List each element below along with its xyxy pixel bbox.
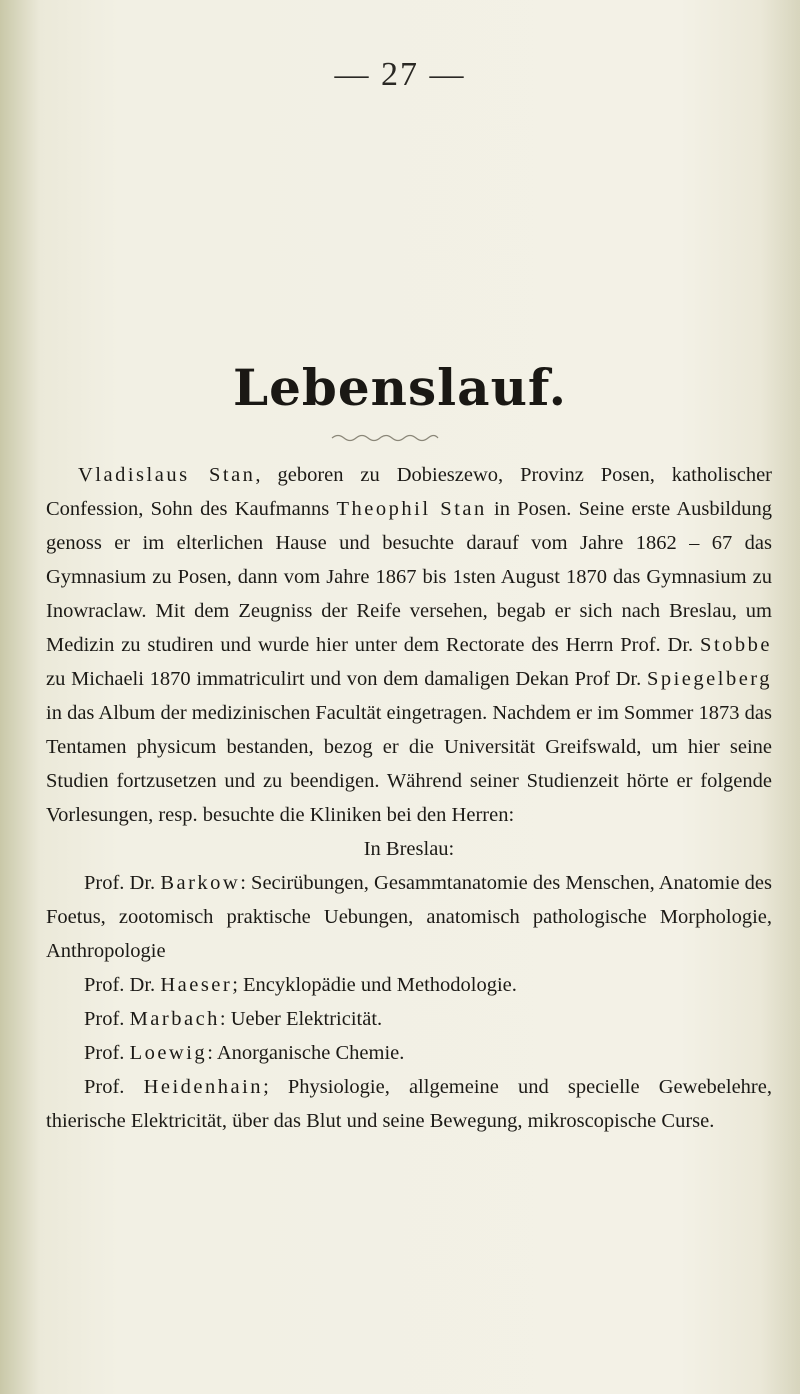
rector-name: Stobbe [700, 634, 772, 656]
lecture-text: : Secirübungen, Gesammtanatomie des Menschen, Anatomie des Foetus, zootomisch praktische Uebungen, anatomisch pathologische Morphologie, Anthropologie [46, 872, 772, 962]
ornament-divider-icon [330, 432, 440, 444]
lecture-prefix: Prof. Dr. [84, 974, 161, 996]
lecture-text: ; Encyklopädie und Methodologie. [232, 974, 517, 996]
lecturer-name: Barkow [160, 872, 241, 894]
lecture-entry [46, 1070, 772, 1138]
paragraph-text: zu Michaeli 1870 immatriculirt und von dem damaligen Dekan Prof Dr. [46, 668, 647, 690]
lecture-entry [46, 968, 772, 1002]
lecturer-name: Loewig [129, 1042, 208, 1064]
lecture-entry [46, 866, 772, 968]
lecture-text: : Ueber Elektricität. [219, 1008, 383, 1030]
lecture-prefix: Prof. [84, 1076, 144, 1098]
lecturer-name: Marbach [129, 1008, 220, 1030]
lecture-prefix: Prof. Dr. [84, 872, 161, 894]
lecture-entry [46, 1002, 772, 1036]
paragraph-text: , geboren zu Dobieszewo, Provinz Posen, katholischer Confession, Sohn des Kaufmanns [46, 464, 772, 520]
father-name: Theophil Stan [336, 498, 487, 520]
lecturer-name: Heidenhain [143, 1076, 264, 1098]
lecture-text: ; Physiologie, allgemeine und specielle Gewebelehre, thierische Elektricität, über das Blut und seine Bewegung, mikroscopische Curse. [46, 1076, 772, 1132]
section-heading: In Breslau: [363, 838, 455, 860]
biography-paragraph [46, 458, 772, 832]
author-name: Vladislaus Stan [78, 464, 256, 486]
document-body [46, 458, 772, 1138]
dean-name: Spiegelberg [646, 668, 772, 690]
lecture-entry [46, 1036, 772, 1070]
lecture-prefix: Prof. [84, 1008, 130, 1030]
lecture-text: : Anorganische Chemie. [207, 1042, 405, 1064]
paragraph-text: in das Album der medizinischen Facultät eingetragen. Nachdem er im Sommer 1873 das Tentamen physicum bestanden, bezog er die Universität Greifswald, um hier seine Studien fortzusetzen und zu beendigen. Während seiner Studienzeit hörte er folgende Vorlesungen, resp. besuchte die Kliniken bei den Herren: [46, 702, 772, 826]
page-number: — 27 — [334, 56, 466, 93]
lecture-prefix: Prof. [84, 1042, 130, 1064]
paragraph-text: in Posen. Seine erste Ausbildung genoss er im elterlichen Hause und besuchte darauf vom Jahre 1862 – 67 das Gymnasium zu Posen, dann vom Jahre 1867 bis 1sten August 1870 das Gymnasium zu Inowraclaw. Mit dem Zeugniss der Reife versehen, begab er sich nach Breslau, um Medizin zu studiren und wurde hier unter dem Rectorate des Herrn Prof. Dr. [46, 498, 772, 656]
lecturer-name: Haeser [160, 974, 233, 996]
page-title: Lebenslauf. [232, 358, 568, 417]
